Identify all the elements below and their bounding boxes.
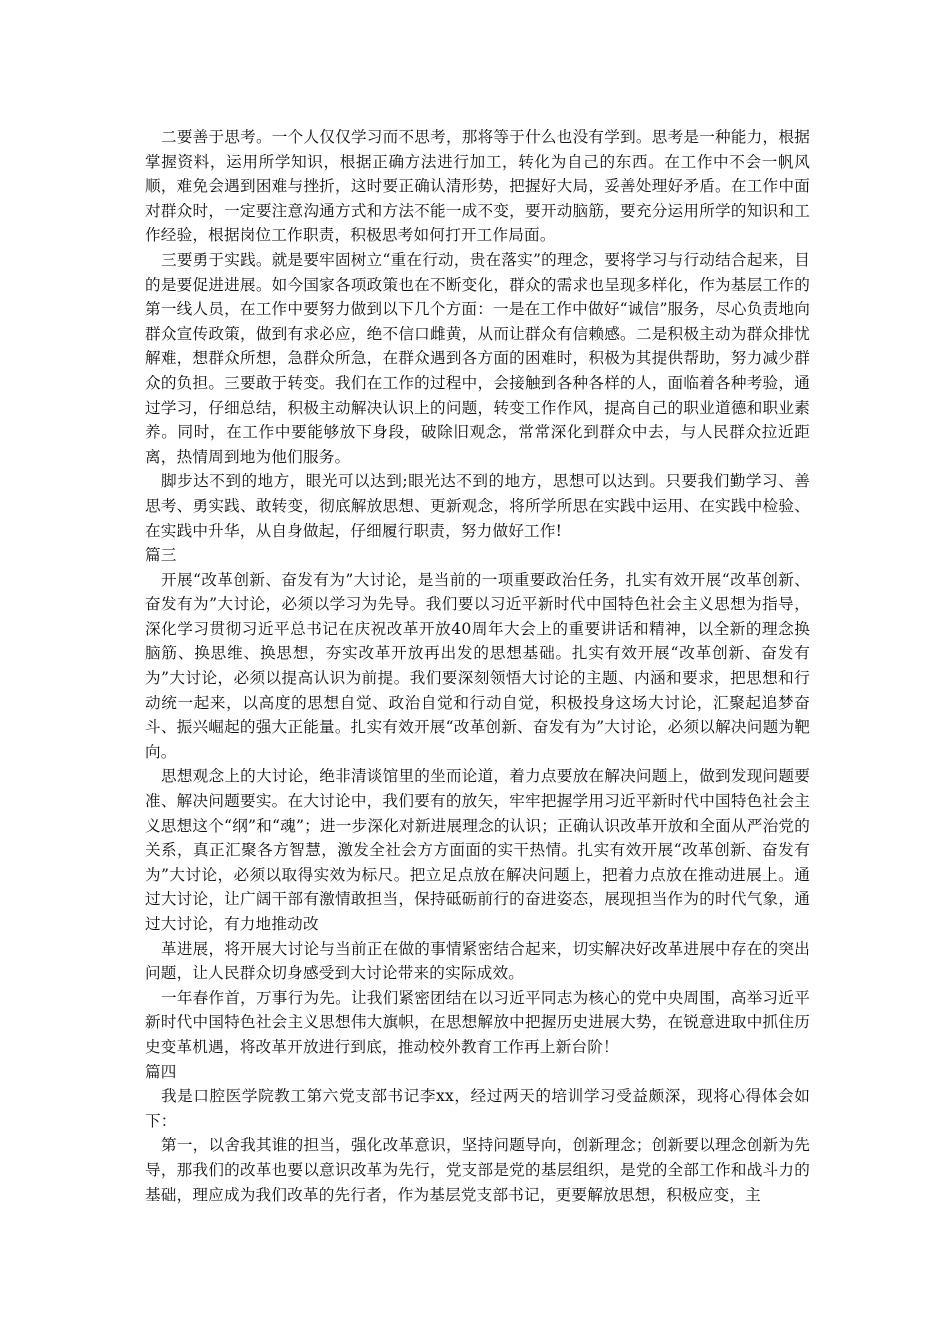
paragraph-practice: 三要勇于实践。就是要牢固树立“重在行动，贵在落实”的理念，要将学习与行动结合起来，目的是要促进进展。如今国家各项政策也在不断变化，群众的需求也呈现多样化，作为基层工作的第一线人员，在工作中要努力做到以下几个方面：一是在工作中做好“诚信”服务，尽心负责地向群众宣传政策，做到有求必应，绝不信口雌黄，从而让群众有信赖感。二是积极主动为群众排忧解难，想群众所想，急群众所急，在群众遇到各方面的困难时，积极为其提供帮助，努力减少群众的负担。三要敢于转变。我们在工作的过程中，会接触到各种各样的人，面临着各种考验，通过学习，仔细总结，积极主动解决认识上的问题，转变工作作风，提高自己的职业道德和职业素养。同时，在工作中要能够放下身段，破除旧观念，常常深化到群众中去，与人民群众拉近距离，热情周到地为他们服务。 xyxy=(145,250,810,466)
paragraph-think: 二要善于思考。一个人仅仅学习而不思考，那将等于什么也没有学到。思考是一种能力，根据掌握资料，运用所学知识，根据正确方法进行加工，转化为自己的东西。在工作中不会一帆风顺，难免会遇到困难与挫折，这时要正确认清形势，把握好大局，妥善处理好矛盾。在工作中面对群众时，一定要注意沟通方式和方法不能一成不变，要开动脑筋，要充分运用所学的知识和工作经验，根据岗位工作职责，积极思考如何打开工作局面。 xyxy=(145,128,810,245)
paragraph-ideas: 思想观念上的大讨论，绝非清谈馆里的坐而论道，着力点要放在解决问题上，做到发现问题要准、解决问题要实。在大讨论中，我们要有的放矢，牢牢把握学用习近平新时代中国特色社会主义思想这个“纲”和“魂”；进一步深化对新进展理念的认识；正确认识改革开放和全面从严治党的关系，真正汇聚各方智慧，激发全社会方方面面的实干热情。扎实有效开展“改革创新、奋发有为”大讨论，必须以取得实效为标尺。把立足点放在解决问题上，把着力点放在推动进展上。通过大讨论，让广阔干部有激情敢担当，保持砥砺前行的奋进姿态，展现担当作为的时代气象，通过大讨论，有力地推动改 xyxy=(145,767,810,933)
paragraph-intro: 我是口腔医学院教工第六党支部书记李xx，经过两天的培训学习受益颇深，现将心得体会如下： xyxy=(145,1087,810,1130)
section-heading-3: 篇三 xyxy=(145,546,177,565)
paragraph-new-year: 一年春作首，万事行为先。让我们紧密团结在以习近平同志为核心的党中央周围，高举习近平新时代中国特色社会主义思想伟大旗帜，在思想解放中把握历史进展大势，在锐意进取中抓住历史变革机遇，将改革开放进行到底，推动校外教育工作再上新台阶！ xyxy=(145,988,810,1056)
document-body xyxy=(145,125,810,1207)
paragraph-first-point: 第一，以舍我其谁的担当，强化改革意识，坚持问题导向，创新理念；创新要以理念创新为先导，那我们的改革也要以意识改革为先行，党支部是党的基层组织，是党的全部工作和战斗力的基础，理应成为我们改革的先行者，作为基层党支部书记，更要解放思想，积极应变，主 xyxy=(145,1136,810,1204)
paragraph-reform-progress: 革进展，将开展大讨论与当前正在做的事情紧密结合起来，切实解决好改革进展中存在的突出问题，让人民群众切身感受到大讨论带来的实际成效。 xyxy=(145,939,810,983)
paragraph-conclusion: 脚步达不到的地方，眼光可以达到;眼光达不到的地方，思想可以达到。只要我们勤学习、善思考、勇实践、敢转变，彻底解放思想、更新观念，将所学所思在实践中运用、在实践中检验、在实践中升华，从自身做起，仔细履行职责，努力做好工作! xyxy=(145,472,810,540)
paragraph-reform-discussion: 开展“改革创新、奋发有为”大讨论，是当前的一项重要政治任务，扎实有效开展“改革创新、奋发有为”大讨论，必须以学习为先导。我们要以习近平新时代中国特色社会主义思想为指导，深化学习贯彻习近平总书记在庆祝改革开放40周年大会上的重要讲话和精神，以全新的理念换脑筋、换思维、换思想，夯实改革开放再出发的思想基础。扎实有效开展“改革创新、奋发有为”大讨论，必须以提高认识为前提。我们要深刻领悟大讨论的主题、内涵和要求，把思想和行动统一起来，以高度的思想自觉、政治自觉和行动自觉，积极投身这场大讨论，汇聚起追梦奋斗、振兴崛起的强大正能量。扎实有效开展“改革创新、奋发有为”大讨论，必须以解决问题为靶向。 xyxy=(145,570,810,761)
section-heading-4: 篇四 xyxy=(145,1062,177,1081)
